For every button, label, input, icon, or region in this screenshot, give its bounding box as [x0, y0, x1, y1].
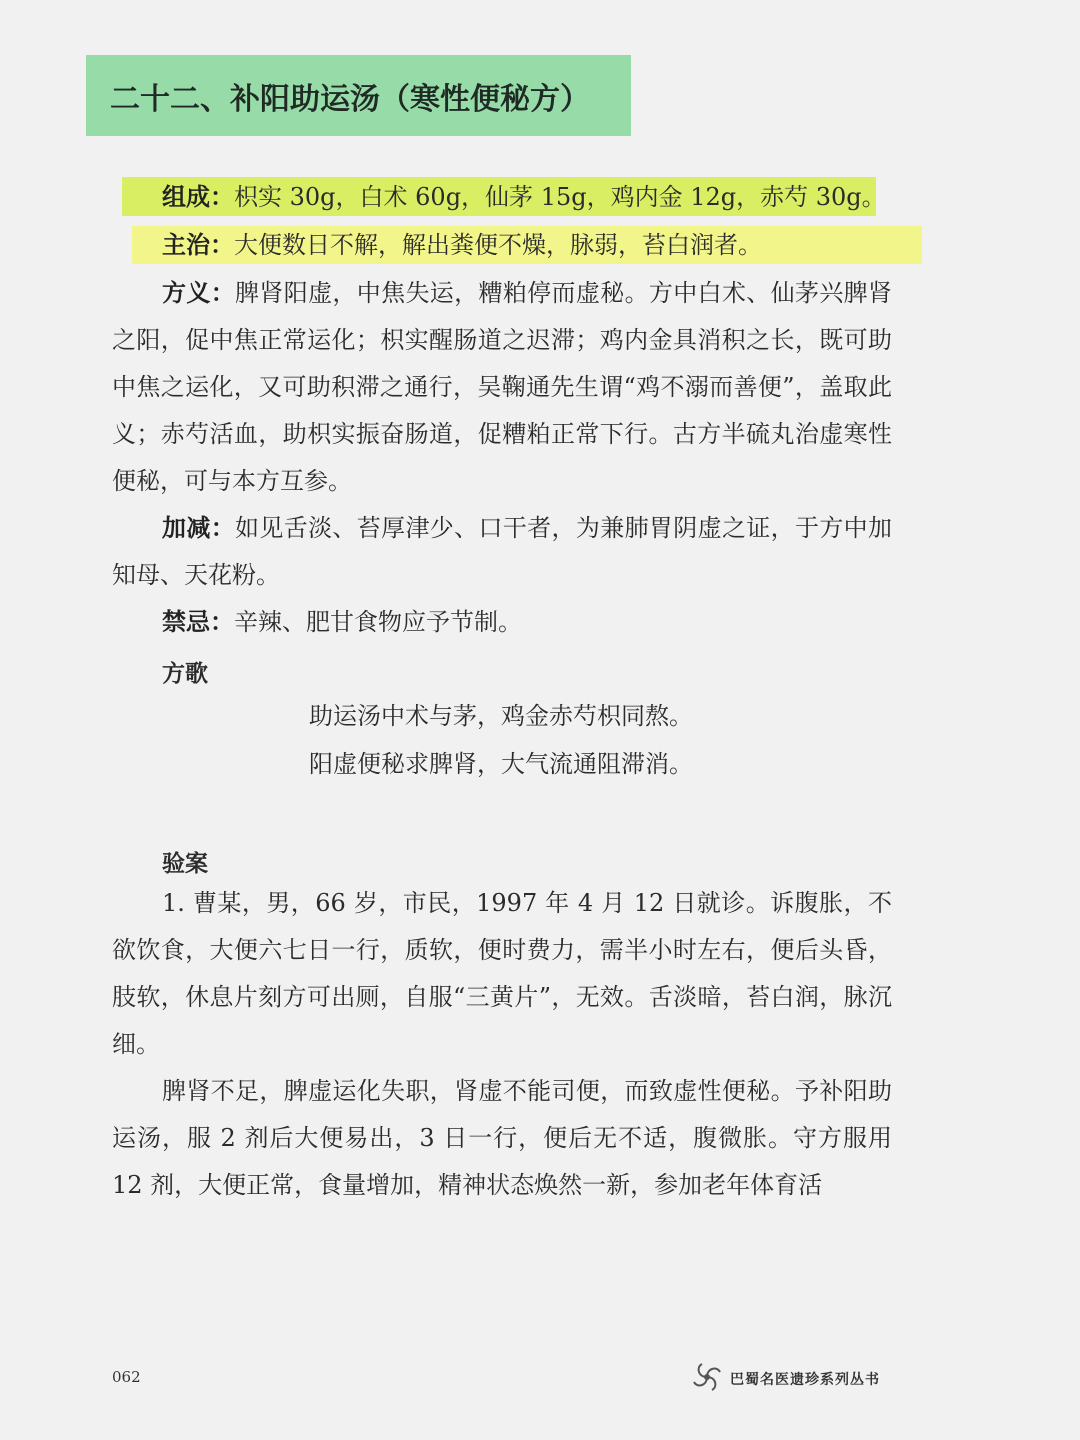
page-title: 二十二、补阳助运汤（寒性便秘方）	[110, 81, 590, 117]
composition-label: 组成：	[162, 183, 234, 211]
indication-label: 主治：	[162, 231, 234, 259]
modification-label: 加减：	[162, 514, 236, 542]
modification-paragraph	[112, 505, 892, 599]
rationale-label: 方义：	[162, 279, 236, 307]
case-paragraph: 1. 曹某，男，66 岁，市民，1997 年 4 月 12 日就诊。诉腹胀，不欲饮食，大便六七日一行，质软，便时费力，需半小时左右，便后头昏，肢软，休息片刻方可出厕，自服“三黄片”，无效。舌淡暗，苔白润，脉沉细。	[112, 889, 892, 1058]
title-banner	[86, 55, 631, 136]
modification-text: 如见舌淡、苔厚津少、口干者，为兼肺胃阴虚之证，于方中加知母、天花粉。	[112, 514, 893, 589]
cases-heading: 验案	[162, 851, 208, 877]
composition-text: 枳实 30g，白术 60g，仙茅 15g，鸡内金 12g，赤芍 30g。	[234, 183, 886, 211]
indication-text: 大便数日不解，解出粪便不燥，脉弱，苔白润者。	[234, 231, 762, 259]
contraindication-line	[162, 599, 522, 646]
composition-line	[162, 174, 886, 221]
contraindication-label: 禁忌：	[162, 608, 234, 636]
song-line: 阳虚便秘求脾肾，大气流通阻滞消。	[309, 750, 693, 778]
indication-line	[162, 222, 762, 269]
case-analysis-paragraph: 脾肾不足，脾虚运化失职，肾虚不能司便，而致虚性便秘。予补阳助运汤，服 2 剂后大便易出，3 日一行，便后无不适，腹微胀。守方服用 12 剂，大便正常，食量增加，精神状态焕然一新，参加老年体育活	[112, 1077, 892, 1199]
swirl-logo-icon	[690, 1360, 724, 1398]
song-heading: 方歌	[162, 661, 208, 687]
series-title: 巴蜀名医遗珍系列丛书	[730, 1372, 880, 1388]
rationale-text: 脾肾阳虚，中焦失运，糟粕停而虚秘。方中白术、仙茅兴脾肾之阳，促中焦正常运化；枳实醒肠道之迟滞；鸡内金具消积之长，既可助中焦之运化，又可助积滞之通行，吴鞠通先生谓“鸡不溺而善便”，盖取此义；赤芍活血，助枳实振奋肠道，促糟粕正常下行。古方半硫丸治虚寒性便秘，可与本方互参。	[112, 279, 893, 495]
rationale-paragraph	[112, 270, 892, 505]
series-footer	[690, 1360, 880, 1398]
song-line: 助运汤中术与茅，鸡金赤芍枳同熬。	[309, 702, 693, 730]
page-number: 062	[112, 1368, 141, 1386]
contraindication-text: 辛辣、肥甘食物应予节制。	[234, 608, 522, 636]
